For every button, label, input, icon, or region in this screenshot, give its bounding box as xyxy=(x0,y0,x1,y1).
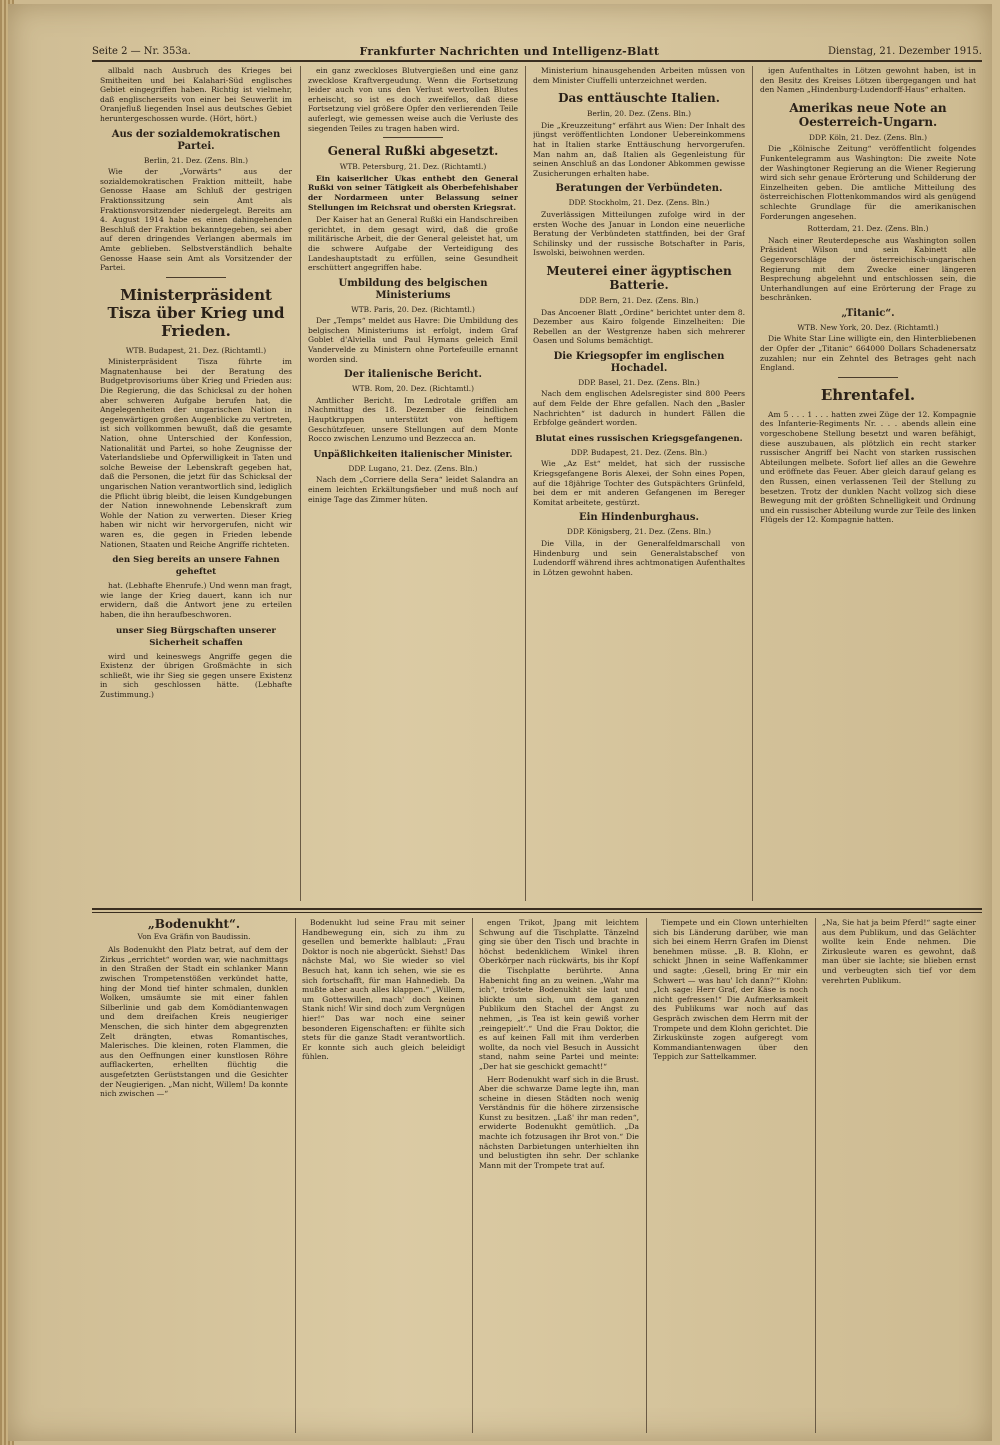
headline-unpaesslichkeiten: Unpäßlichkeiten italienischer Minister. xyxy=(313,449,513,460)
article-body: Das Ancoener Blatt „Ordine“ berichtet unter dem 8. Dezember aus Kairo folgende Einzelheiten: Die Rebellen an der Westgrenze haben sich mehrerer Oasen und Solums bemächtigt. xyxy=(533,307,745,346)
headline-italienischer-bericht: Der italienische Bericht. xyxy=(344,369,482,381)
article-body: Nach dem englischen Adelsregister sind 800 Peers auf dem Felde der Ehre gefallen. Nach den „Basler Nachrichten“ ist dadurch in hundert Fällen die Erbfolge geändert worden. xyxy=(533,389,745,428)
column-rule xyxy=(815,918,816,1433)
feuilleton-text: Herr Bodenukht warf sich in die Brust. Aber die schwarze Dame legte ihn, man scheine in diesen Städten noch wenig Verständnis für die höhere zirzensische Kunst zu besitzen. „Laß' ihr man reden“, erwiderte Bodenukht gemütlich. „Da machte ich fotzusagen ihr Brot von.“ Die nächsten Darbietungen unterhielten ihn und belustigten ihn sehr. Der schlanke Mann mit der Trompete trat auf. xyxy=(479,1074,639,1170)
dateline: WTB. New York, 20. Dez. (Richtamtl.) xyxy=(797,322,939,332)
dateline: Rotterdam, 21. Dez. (Zens. Bln.) xyxy=(807,224,929,234)
feuilleton-divider xyxy=(92,908,982,910)
dateline: DDP. Lugano, 21. Dez. (Zens. Bln.) xyxy=(348,463,478,473)
dateline: WTB. Petersburg, 21. Dez. (Richtamtl.) xyxy=(339,162,487,172)
dateline: DDP. Königsberg, 21. Dez. (Zens. Bln.) xyxy=(567,527,711,537)
column-rule xyxy=(646,918,647,1433)
headline-ehrentafel: Ehrentafel. xyxy=(820,385,916,404)
feuilleton-divider xyxy=(92,912,982,913)
article-body: Die White Star Line willigte ein, den Hinterbliebenen der Opfer der „Titanic“ 664000 Dollars Schadenersatz zuzahlen; nur ein Zehntel des Betrages geht nach England. xyxy=(760,334,976,373)
article-body: Nach dem „Corriere della Sera“ leidet Salandra an einem leichten Erkältungsfieber und muß noch auf einige Tage das Zimmer hüten. xyxy=(308,475,518,504)
article-body: Wie „Az Est“ meldet, hat sich der russische Kriegsgefangene Boris Alexei, der Sohn eines Popen, auf die 18jährige Tochter des Gutspächters Grünfeld, bei dem er mit anderen Gefangenen im Bereger Komitat arbeitete, gestürzt. xyxy=(533,459,745,507)
separator xyxy=(383,137,443,138)
page-header xyxy=(92,42,982,62)
dateline: DDP. Basel, 21. Dez. (Zens. Bln.) xyxy=(578,377,700,387)
article-body: Am 5 . . . 1 . . . hatten zwei Züge der 12. Kompagnie des Infanterie-Regiments Nr. . . . abends allein eine vorgeschobene Stellung besetzt und waren befähigt, diese auszubauen, als plötzlich ein recht starker russischer Angriff bei Nacht von starken russischen Abteilungen melbete. Sofort lief alles an die Gewehre und eröffnete das Feuer. Aber gleich darauf gelang es den Russen, einen verlassenen Teil der Stellung zu besetzen. Trotz der dunklen Nacht vollzog sich diese Bewegung mit der größten Schnelligkeit und Ordnung und ein russischer Abteilung wurde zur Teile des linken Flügels der 12. Kompagnie hatten. xyxy=(760,409,976,525)
headline-hindenburghaus: Ein Hindenburghaus. xyxy=(579,512,699,524)
headline-titanic: „Titanic“. xyxy=(841,307,895,319)
subheadline: unser Sieg Bürgschaften unserer Sicherheit schaffen xyxy=(116,625,276,648)
column-rule xyxy=(300,66,301,901)
feuilleton-column-3 xyxy=(479,918,639,1433)
article-body: Zuverlässigen Mitteilungen zufolge wird in der ersten Woche des Januar in London eine neuerliche Beratung der Verbündeten stattfinden, bei der Graf Schilinsky und der russische Botschafter in Paris, Iswolski, beiwohnen werden. xyxy=(533,209,745,258)
feuilleton-column-4 xyxy=(653,918,808,1433)
article-body: hat. (Lebhafte Ehenrufe.) Und wenn man fragt, wie lange der Krieg dauert, kann ich nur erwidern, daß die Antwort jene zu erteilen haben, die ihn heraufbeschworen. xyxy=(100,581,292,619)
dateline: DDP. Budapest, 21. Dez. (Zens. Bln.) xyxy=(570,447,708,457)
article-continuation: ein ganz zweckloses Blutvergießen und eine ganz zwecklose Kraftvergeudung. Wenn die Fortsetzung leider auch von uns den Verlust wertvollen Blutes erheischt, so ist es doch zweifellos, daß diese Fortsetzung viel größere Opfer den verlierenden Teile auferlegt, wie gemessen weise auch die Verluste des siegenden Teiles zu tragen haben wird. xyxy=(308,66,518,133)
headline-kriegsopfer: Die Kriegsopfer im englischen Hochadel. xyxy=(553,350,725,374)
column-rule xyxy=(472,918,473,1433)
column-4 xyxy=(760,66,976,901)
feuilleton-column-5 xyxy=(822,918,976,1433)
column-3 xyxy=(533,66,745,901)
headline-enttaeuschtes-italien: Das enttäuschte Italien. xyxy=(558,91,720,106)
headline-tisza: Ministerpräsident Tisza über Krieg und Frieden. xyxy=(107,285,285,340)
dateline: WTB. Paris, 20. Dez. (Richtamtl.) xyxy=(351,304,475,314)
subheadline: den Sieg bereits an unsere Fahnen geheftet xyxy=(112,555,280,578)
article-body: Die „Kölnische Zeitung“ veröffentlicht folgendes Funkentelegramm aus Washington: Die zweite Note der Washingtoner Regierung an die Wiener Regierung wird sich sehr genaue Erörterung und Schilderung der Einzelheiten geben. Die amtliche Mitteilung des österreichischen Flottenkommandos wird als genügend schlechte Grundlage für die amerikanischen Forderungen angesehen. xyxy=(760,144,976,221)
feuilleton-column-2 xyxy=(302,918,465,1433)
headline-beratungen: Beratungen der Verbündeten. xyxy=(555,183,723,195)
article-body: Der „Temps“ meldet aus Havre: Die Umbildung des belgischen Ministeriums ist erfolgt, indem Graf Goblet d'Alviella und Paul Hymans geleich Emil Vandervelde zu Ministern ohne Portefeuille ernannt worden sind. xyxy=(308,316,518,364)
headline-belgisches-ministerium: Umbildung des belgischen Ministeriums xyxy=(338,277,488,301)
dateline: DDP. Stockholm, 21. Dez. (Zens. Bln.) xyxy=(568,198,710,208)
column-rule xyxy=(752,66,753,901)
article-body: Nach einer Reuterdepesche aus Washington sollen Präsident Wilson und sein Kabinett alle Gegenvorschläge der österreichisch-ungarischen Regierung mit dem Zwecke einer längeren Besprechung abgelehnt und entschlossen sein, die Unterhandlungen auf eine Erörterung der Frage zu beschränken. xyxy=(760,235,976,303)
dateline: Berlin, 20. Dez. (Zens. Bln.) xyxy=(587,109,691,119)
article-body: wird und keineswegs Angriffe gegen die Existenz der übrigen Großmächte in sich schließt, wie ihr Sieg sie gegen unsere Existenz in sich geschlossen hätte. (Lebhafte Zustimmung.) xyxy=(100,651,292,699)
headline-bluttat: Blutat eines russischen Kriegsgefangenen. xyxy=(535,433,743,444)
separator xyxy=(166,277,226,278)
article-continuation: igen Aufenthaltes in Lötzen gewohnt haben, ist in den Besitz des Kreises Lötzen übergegangen und hat den Namen „Hindenburg-Ludendorff-Haus“ erhalten. xyxy=(760,66,976,95)
separator xyxy=(838,377,898,378)
feuilleton-column-1 xyxy=(100,918,288,1433)
headline-sozialdemokratische-partei: Aus der sozialdemokratischen Partei. xyxy=(111,128,281,152)
article-body: Die Villa, in der Generalfeldmarschall von Hindenburg und sein Generalstabschef von Ludendorff während ihres achtmonatigen Aufenthaltes in Lötzen gewohnt haben. xyxy=(533,539,745,577)
feuilleton-text: Tiempete und ein Clown unterhielten sich bis Länderung darüber, wie man sich bei einem Herrn Grafen im Dienst benehmen müsse. „B. B. Klohn, er schickt Jhnen in seine Waffenkammer und sagte: ‚Gesell, bring Er mir ein Schwert — was hau' Ich dann?‘“ Klohn: „Ich sage: Herr Graf, der Käse is noch nicht gefressen!“ Die Aufmerksamkeit des Publikums war noch auf das Gespräch zwischen dem Herrn mit der Trompete und dem Klohn gerichtet. Die Zirkuskünste zogen aufgeregt vom Kommandiantenwagen über den Teppich zur Sattelkammer. xyxy=(653,918,808,1062)
feuilleton-text: „Na, Sie hat ja beim Pferd!“ sagte einer aus dem Publikum, und das Gelächter wollte kein Ende nehmen. Die Zirkusleute waren es gewohnt, daß man über sie lachte; sie blieben ernst und verbeugten sich tief vor dem verehrten Publikum. xyxy=(822,918,976,985)
column-2 xyxy=(308,66,518,901)
article-lead: Ein kaiserlicher Ukas enthebt den General Rußki von seiner Tätigkeit als Oberbefehlshaber der Nordarmeen unter Belassung seiner Stellungen im Reichsrat und obersten Kriegsrat. xyxy=(308,173,518,212)
headline-general-russki: General Rußki abgesetzt. xyxy=(327,144,499,159)
article-body: Amtlicher Bericht. Im Ledrotale griffen am Nachmittag des 18. Dezember die feindlichen Hauptkruppen unterstützt von heftigem Geschützfeuer, unsere Stellungen auf dem Monte Rocco zwischen Lenzumo und Bezzecca an. xyxy=(308,395,518,444)
dateline: Berlin, 21. Dez. (Zens. Bln.) xyxy=(144,155,248,165)
column-rule xyxy=(525,66,526,901)
dateline: WTB. Budapest, 21. Dez. (Richtamtl.) xyxy=(125,345,267,355)
headline-amerikas-note: Amerikas neue Note an Oesterreich-Ungarn. xyxy=(789,100,947,129)
feuilleton-text: Als Bodenukht den Platz betrat, auf dem der Zirkus „errichtet“ worden war, wie nachmittags in den Straßen der Stadt ein schlanker Mann zwischen Trompetenstößen verkündet hatte, hing der Mond tief hinter schmalen, dunklen Wolken, umsäumte sie mit einer fahlen Silberlinie und gab dem Komödiantenwagen und dem dreifachen Kreis neugieriger Menschen, die sich hinter dem abgegrenzten Zelt drängten, etwas Romantisches, Malerisches. Die kleinen, roten Flammen, die aus den Oeffnungen einer kunstlosen Röhre aufflackerten, erhellten flüchtig die ausgefetzten Gerüststangen und die Gesichter der Neugierigen. „Man nicht, Willem! Da konnte nich zwischen —“ xyxy=(100,945,288,1099)
page-number: Seite 2 — Nr. 353a. xyxy=(92,45,191,57)
article-continuation: allbald nach Ausbruch des Krieges bei Smitheiten und bei Kalahari-Süd englisches Gebiet eingegriffen haben. Richtig ist vielmehr, daß englischerseits von einer bei Seuwerlit im Oranjefluß liegenden Insel aus deutsches Gebiet heruntergeschossen wurde. (Hört, hört.) xyxy=(100,66,292,123)
article-body: Der Kaiser hat an General Rußki ein Handschreiben gerichtet, in dem gesagt wird, daß die große militärische Arbeit, die der General geleistet hat, um die schwere Aufgabe der Verteidigung des Landeshauptstadt zu erfüllen, seine Gesundheit erschüttert angegriffen habe. xyxy=(308,215,518,273)
feuilleton-text: engen Trikot, Jpang mit leichtem Schwung auf die Tischplatte. Tänzelnd ging sie über den Tisch und brachte in höchst bedenklichem Winkel ihren Oberkörper nach rückwärts, bis ihr Kopf die Tischplatte berührte. Anna Habenicht fing an zu weinen. „Wahr ma ich“, tröstete Bodenukht sie laut und blickte um sich, um dem ganzen Publikum den Stachel der Angst zu nehmen, „is Tea ist kein gewiß vorher ‚reingepielt‘.“ Und die Frau Doktor, die es auf keinen Fall mit ihm verderben wollte, da noch viel Besuch in Aussicht stand, nahm seine Partei und meinte: „Der hat sie geschickt gemacht!“ xyxy=(479,918,639,1071)
article-continuation: Ministerium hinausgehenden Arbeiten müssen von dem Minister Ciuffelli unterzeichnet werden. xyxy=(533,66,745,85)
issue-date: Dienstag, 21. Dezember 1915. xyxy=(827,45,982,57)
column-1 xyxy=(100,66,292,901)
dateline: WTB. Rom, 20. Dez. (Richtamtl.) xyxy=(351,384,475,394)
article-body: Wie der „Vorwärts“ aus der sozialdemokratischen Fraktion mitteilt, habe Genosse Haase am Schluß der gestrigen Fraktionssitzung sein Amt als Fraktionsvorsitzender niedergelegt. Bereits am 4. August 1914 habe es einen dahingehenden Beschluß der Fraktion bekanntgegeben, sei aber auf deren dringendes Verlangen abermals im Amte geblieben. Selbstverständlich behalte Genosse Haase sein Amt als Vorsitzender der Partei. xyxy=(100,167,292,273)
feuilleton-text: Bodenukht lud seine Frau mit seiner Handbewegung ein, sich zu ihm zu gesellen und bemerkte halblaut: „Frau Doktor is noch nie abgerückt. Siehst! Das nächste Mal, wo Sie wieder so viel Besuch hat, kann ich sehen, wie sie es sich fortschafft, für man Hahnedieb. Da mußte aber auch alles klappen.“ „Willem, um Gotteswillen, mach' doch keinen Stank nich! Wir sind doch zum Vergnügen hier!“ Das war noch eine seiner besonderen Eigenschaften: er fühlte sich stets für die ganze Stadt verantwortlich. Er konnte sich auch gleich beleidigt fühlen. xyxy=(302,918,465,1062)
article-body: Die „Kreuzzeitung“ erfährt aus Wien: Der Inhalt des jüngst veröffentlichten Londoner Uebereinkommens hat in Italien starke Enttäuschung hervorgerufen. Man nahm an, daß Italien als Gegenleistung für seinen Anschluß an das Londoner Abkommen gewisse Zusicherungen erhalten habe. xyxy=(533,120,745,178)
article-body: Ministerpräsident Tisza führte im Magnatenhause bei der Beratung des Budgetprovisoriums über Krieg und Frieden aus: Die Regierung, die das Schicksal zu der hohen aber schweren Aufgabe berufen hat, die Angelegenheiten der ungarischen Nation in gegenwärtigen großen Augenblicke zu vertreten, ist sich vollkommen bewußt, daß die gesamte Nation, ohne Unterschied der Konfession, Nationalität und Partei, so hohe Zeugnisse der Vaterlandsliebe und Opferwilligkeit in Taten und solche Beweise der Lebenskraft gegeben hat, daß die Personen, die jetzt für das Schicksal der ungarischen Nation verantwortlich sind, lediglich die Pflicht übrig bleibt, die leisen Kundgebungen der Nation innewohnende Lebenskraft zum Wohle der Nation zu verwerten. Dieser Krieg haben wir nicht wir hervorgerufen, nicht wir waren es, die gegen in Frieden lebende Nationen, Staaten und Reiche Angriffe richteten. xyxy=(100,357,292,549)
masthead: Frankfurter Nachrichten und Intelligenz-Blatt xyxy=(359,44,660,58)
headline-meuterei: Meuterei einer ägyptischen Batterie. xyxy=(546,263,732,292)
feuilleton-title: „Bodenukht“. xyxy=(147,918,241,931)
dateline: DDP. Köln, 21. Dez. (Zens. Bln.) xyxy=(808,132,928,142)
dateline: DDP. Bern, 21. Dez. (Zens. Bln.) xyxy=(579,295,699,305)
column-rule xyxy=(295,918,296,1433)
feuilleton-byline: Von Eva Gräfin von Baudissin. xyxy=(137,931,251,941)
